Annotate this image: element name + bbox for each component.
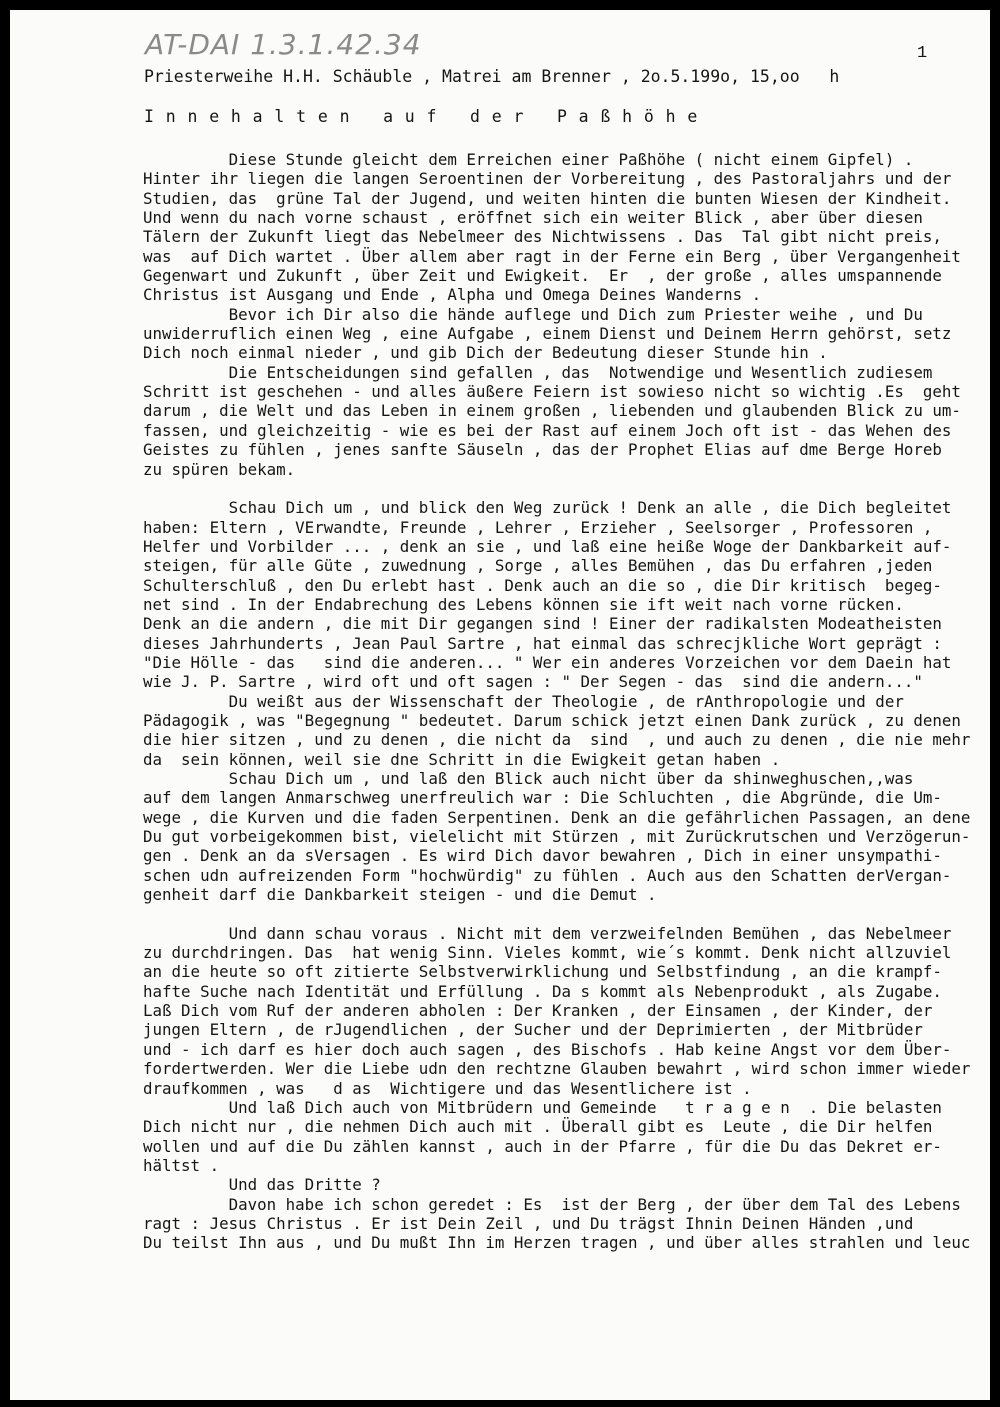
blank-line (143, 479, 990, 498)
text-line: Diese Stunde gleicht dem Erreichen einer Paßhöhe ( nicht einem Gipfel) . (143, 150, 914, 169)
document-header: Priesterweihe H.H. Schäuble , Matrei am Brenner , 2o.5.199o, 15,oo h (144, 67, 840, 86)
text-line: Und das Dritte ? (143, 1175, 381, 1195)
text-line: Schritt ist geschehen - und alles äußere Feiern ist sowieso nicht so wichtig .Es geht (143, 382, 961, 402)
text-line: net sind . In der Endabrechung des Lebens können sie ift weit nach vorne rücken. (143, 594, 904, 614)
text-line: hafte Suche nach Identität und Erfüllung . Da s kommt als Nebenprodukt , als Zugabe. (143, 981, 942, 1001)
text-line: und - ich darf es hier doch auch sagen , des Bischofs . Hab keine Angst vor dem Über- (143, 1039, 952, 1059)
text-line: Pädagogik , was "Begegnung " bedeutet. Darum schick jetzt einen Dank zurück , zu denen (143, 710, 961, 730)
text-line: Helfer und Vorbilder ... , denk an sie , und laß eine heiße Woge der Dankbarkeit auf- (143, 536, 952, 556)
text-line: Dich noch einmal nieder , und gib Dich der Bedeutung dieser Stunde hin . (143, 343, 828, 363)
text-line: Christus ist Ausgang und Ende , Alpha und Omega Deines Wanderns . (143, 285, 762, 305)
text-line: steigen, für alle Güte , zuwednung , Sorge , alles Bemühen , das Du erfahren ,jeden (143, 556, 933, 576)
text-line: wie J. P. Sartre , wird oft und oft sagen : " Der Segen - das sind die andern..." (143, 672, 923, 692)
text-line: Geistes zu fühlen , jenes sanfte Säuseln , das der Prophet Elias auf dme Berge Horeb (143, 440, 942, 460)
text-line: da sein können, weil sie dne Schritt in die Ewigkeit getan haben . (143, 749, 781, 769)
text-line: Die Entscheidungen sind gefallen , das Notwendige und Wesentlich zudiesem (143, 362, 933, 382)
page-number: 1 (917, 44, 928, 63)
text-line: Schau Dich um , und blick den Weg zurück ! Denk an alle , die Dich begleitet (143, 498, 952, 518)
text-line: fordertwerden. Wer die Liebe udn den rechtzne Glauben bewahrt , wird schon immer wieder (143, 1059, 971, 1079)
text-line: jungen Eltern , de rJugendlichen , der Sucher und der Deprimierten , der Mitbrüder (143, 1020, 923, 1040)
document-page (10, 10, 990, 1400)
text-line: Laß Dich vom Ruf der anderen abholen : Der Kranken , der Einsamen , der Kinder, der (143, 1001, 933, 1021)
text-line: auf dem langen Anmarschweg unerfreulich war : Die Schluchten , die Abgründe, die Um- (143, 788, 942, 808)
text-line: Und laß Dich auch von Mitbrüdern und Gemeinde t r a g e n . Die belasten (143, 1097, 942, 1117)
text-line: Davon habe ich schon geredet : Es ist der Berg , der über dem Tal des Lebens (143, 1194, 961, 1214)
text-line: Hinter ihr liegen die langen Seroentinen der Vorbereitung , des Pastoraljahrs und der (143, 169, 952, 189)
text-line: Und wenn du nach vorne schaust , eröffnet sich ein weiter Blick , aber über diesen (143, 208, 923, 228)
text-line: zu durchdringen. Das hat wenig Sinn. Vieles kommt, wie´s kommt. Denk nicht allzuviel (143, 943, 952, 963)
text-line: wege , die Kurven und die faden Serpentinen. Denk an die gefährlichen Passagen, an dene (143, 807, 971, 827)
blank-line (143, 904, 990, 923)
text-line: Dich nicht nur , die nehmen Dich auch mit . Überall gibt es Leute , die Dir helfen (143, 1117, 933, 1137)
text-line: Schau Dich um , und laß den Blick auch nicht über da shinweghuschen,,was (143, 769, 914, 788)
text-line: Du gut vorbeigekommen bist, vielelicht mit Stürzen , mit Zurückrutschen und Verzögerun- (143, 827, 971, 847)
text-line: "Die Hölle - das sind die anderen... " Wer ein anderes Vorzeichen vor dem Daein hat (143, 652, 952, 672)
text-line: Und dann schau voraus . Nicht mit dem verzweifelnden Bemühen , das Nebelmeer (143, 923, 952, 943)
text-line: schen udn aufreizenden Form "hochwürdig" zu fühlen . Auch aus den Schatten derVergan- (143, 865, 952, 885)
text-line: dieses Jahrhunderts , Jean Paul Sartre , hat einmal das schrecjkliche Wort geprägt : (143, 633, 942, 653)
text-line: Bevor ich Dir also die hände auflege und Dich zum Priester weihe , und Du (143, 304, 923, 324)
text-line: unwiderruflich einen Weg , eine Aufgabe , einem Dienst und Deinem Herrn gehörst, setz (143, 324, 952, 344)
document-body (143, 150, 990, 1253)
text-line: was auf Dich wartet . Über allem aber ragt in der Ferne ein Berg , über Vergangenheit (143, 246, 961, 266)
text-line: wollen und auf die Du zählen kannst , auch in der Pfarre , für die Du das Dekret er- (143, 1136, 942, 1156)
text-line: Denk an die andern , die mit Dir gegangen sind ! Einer der radikalsten Modeatheisten (143, 614, 942, 634)
text-line: Du teilst Ihn aus , und Du mußt Ihn im Herzen tragen , und über alles strahlen und leuc (143, 1233, 971, 1253)
text-line: genheit darf die Dankbarkeit steigen - und die Demut . (143, 885, 657, 905)
text-line: zu spüren bekam. (143, 459, 296, 479)
text-line: draufkommen , was d as Wichtigere und das Wesentlichere ist . (143, 1078, 752, 1098)
text-line: Tälern der Zukunft liegt das Nebelmeer des Nichtwissens . Das Tal gibt nicht preis, (143, 227, 942, 247)
text-line: an die heute so oft zitierte Selbstverwirklichung und Selbstfindung , an die krampf- (143, 962, 942, 982)
text-line: Du weißt aus der Wissenschaft der Theologie , de rAnthropologie und der (143, 691, 904, 711)
text-line: Gegenwart und Zukunft , über Zeit und Ewigkeit. Er , der große , alles umspannende (143, 266, 942, 286)
archive-reference: AT-DAI 1.3.1.42.34 (145, 28, 422, 61)
text-line: Schulterschluß , den Du erlebt hast . Denk auch an die so , die Dir kritisch begeg- (143, 575, 942, 595)
document-title: Innehalten auf der Paßhöhe (144, 107, 710, 126)
text-line: darum , die Welt und das Leben in einem großen , liebenden und glaubenden Blick zu um- (143, 401, 961, 421)
text-line: gen . Denk an da sVersagen . Es wird Dich davor bewahren , Dich in einer unsympathi- (143, 846, 942, 866)
text-line: die hier sitzen , und zu denen , die nicht da sind , und auch zu denen , die nie mehr (143, 730, 971, 750)
text-line: Studien, das grüne Tal der Jugend, und weiten hinten die bunten Wiesen der Kindheit. (143, 188, 952, 208)
text-line: ragt : Jesus Christus . Er ist Dein Zeil , und Du trägst Ihnin Deinen Händen ,und (143, 1213, 914, 1233)
text-line: fassen, und gleichzeitig - wie es bei der Rast auf einem Joch oft ist - das Wehen des (143, 420, 952, 440)
text-line: haben: Eltern , VErwandte, Freunde , Lehrer , Erzieher , Seelsorger , Professoren , (143, 517, 933, 537)
text-line: hältst . (143, 1155, 220, 1175)
